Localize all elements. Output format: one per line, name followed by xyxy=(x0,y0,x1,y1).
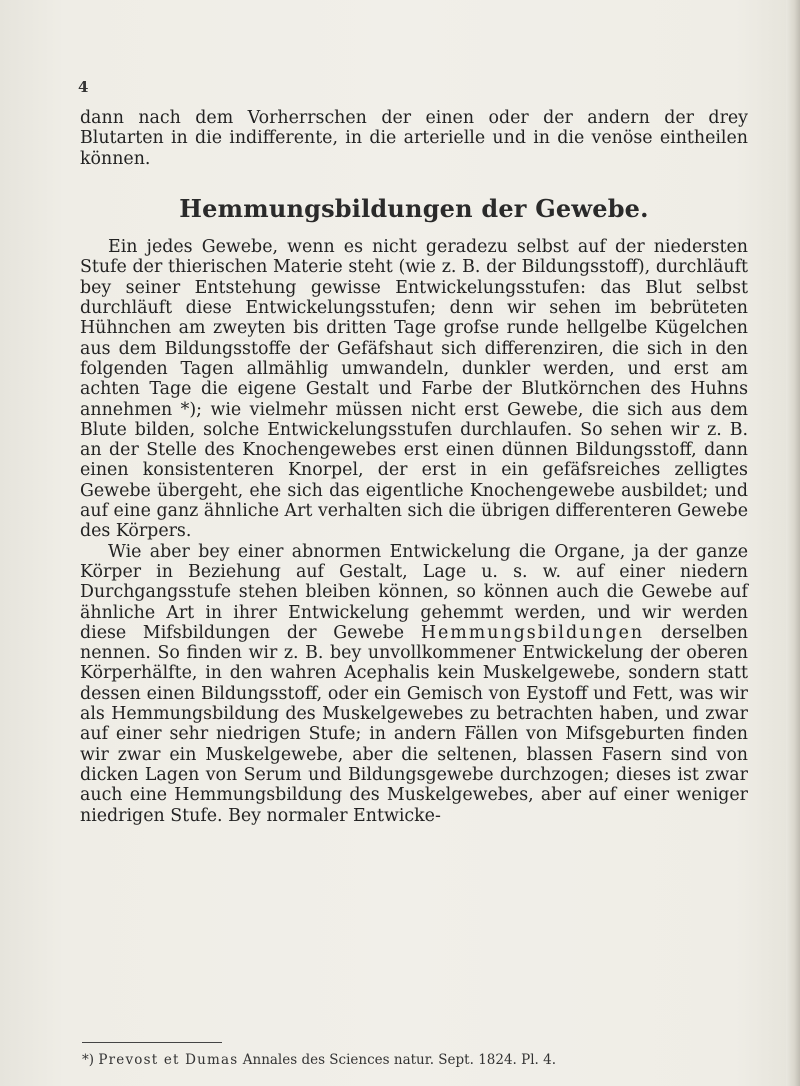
paragraph-2-text-before: Wie aber bey einer abnormen Entwickelung die Organe, ja der ganze Körper in Beziehung auf Gestalt, Lage u. s. w. auf einer niedern Durchgangsstufe stehen bleiben können, so können auch die Gewebe auf ähnliche Art in ihrer Entwickelung gehemmt werden, und wir werden diese Mifsbildungen der Gewebe xyxy=(80,541,748,643)
page-edge xyxy=(786,0,800,1086)
paragraph-1: Ein jedes Gewebe, wenn es nicht geradezu selbst auf der niedersten Stufe der thierischen Materie steht (wie z. B. der Bildungsstoff), durchläuft bey seiner Entstehung gewisse Entwickelungsstufen: das Blut selbst durchläuft diese Entwickelungsstufen; denn wir sehen im bebrüteten Hühnchen am zweyten bis dritten Tage grofse runde hellgelbe Kügelchen aus dem Bildungsstoffe der Gefäfshaut sich differenziren, die sich in den folgenden Tagen allmählig umwandeln, dunkler werden, und erst am achten Tage die eigene Gestalt und Farbe der Blutkörnchen des Huhns annehmen *); wie vielmehr müssen nicht erst Gewebe, die sich aus dem Blute bilden, solche Entwickelungsstufen durchlaufen. So sehen wir z. B. an der Stelle des Knochengewebes erst einen dünnen Bildungsstoff, dann einen konsistenteren Knorpel, der erst in ein gefäfsreiches zelligtes Gewebe übergeht, ehe sich das eigentliche Knochengewebe ausbildet; und auf eine ganz ähnliche Art verhalten sich die übrigen differenteren Gewebe des Körpers. xyxy=(80,237,748,542)
section-heading: Hemmungsbildungen der Gewebe. xyxy=(179,193,649,223)
footnote-rule xyxy=(82,1042,222,1043)
footnote-mark: *) xyxy=(82,1052,99,1068)
emphasized-term: Hemmungsbildungen xyxy=(420,622,645,643)
footnote-authors: Prevost et Dumas xyxy=(98,1052,239,1068)
body-text xyxy=(80,108,748,826)
paragraph-2-text-after: derselben nennen. So finden wir z. B. bey unvollkommener Entwickelung der oberen Körperhälfte, in den wahren Acephalis kein Muskelgewebe, sondern statt dessen einen Bildungsstoff, oder ein Gemisch von Eystoff und Fett, was wir als Hemmungsbildung des Muskelgewebes zu betrachten haben, und zwar auf einer sehr niedrigen Stufe; in andern Fällen von Mifsgeburten finden wir zwar ein Muskelgewebe, aber die seltenen, blassen Fasern sind von dicken Lagen von Serum und Bildungsgewebe durchzogen; dieses ist zwar auch eine Hemmungsbildung des Muskelgewebes, aber auf einer weniger niedrigen Stufe. Bey normaler Entwicke- xyxy=(80,622,748,826)
paragraph-2 xyxy=(80,542,748,826)
page-number: 4 xyxy=(78,78,89,96)
intro-paragraph: dann nach dem Vorherrschen der einen oder der andern der drey Blutarten in die indifferente, in die arterielle und in die venöse eintheilen können. xyxy=(80,108,748,169)
footnote-citation: Annales des Sciences natur. Sept. 1824. Pl. 4. xyxy=(238,1052,556,1068)
footnote xyxy=(82,1052,742,1068)
